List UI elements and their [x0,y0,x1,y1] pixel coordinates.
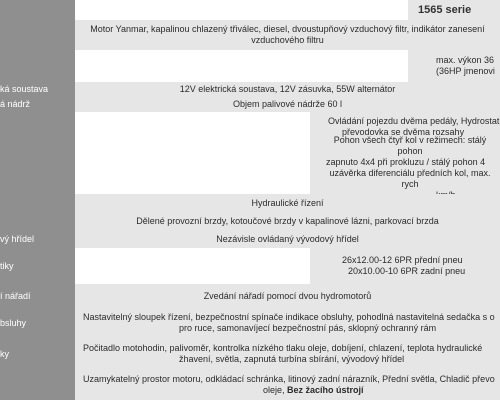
engine-text-line2: vzduchového filtru [251,35,324,45]
instruments-value [75,338,500,370]
equipment-label [0,370,75,400]
header-blank-cell [75,0,408,20]
power-blank-cell [75,50,408,82]
instruments-text-line1: Počitadlo motohodin, palivoměr, kontrolka nízkého tlaku oleje, dobíjení, chlazení, teplota hydraulické [83,343,483,353]
tank-row [0,96,500,113]
tires-value [310,248,500,284]
comfort-label: bsluhy [0,308,75,338]
equipment-text-line2-bold: Bez žacího ústrojí [287,385,364,395]
series-title: 1565 serie [418,3,472,16]
equipment-row [0,370,500,401]
steering-value: Hydraulické řízení [75,194,500,212]
tires-text-line1: 26x12.00-12 6PR přední pneu [342,255,463,265]
awd-text-line3: uzávěrka diferenciálu předních kol, max. rych [329,168,491,189]
comfort-row [0,308,500,339]
instruments-text-line2: žhavení, světla, zapnutá turbína sbírání, vývodový hřídel [179,354,405,364]
equipment-text-line1: Uzamykatelný prostor motoru, odkládací schránka, litinový zadní nárazník, Přední světla, Chladič převo [83,374,495,384]
drive-control-blank-cell [75,112,310,142]
tires-text-line2: 20x10.00-10 6PR zadní pneu [348,266,466,276]
pto-row [0,230,500,249]
implements-value: Zvedání nářadí pomocí dvou hydromotorů [75,284,500,308]
steering-label [0,194,75,212]
awd-text-line2: zapnuto 4x4 při prokluzu / stálý pohon 4 [326,157,486,167]
drive-control-text-line2: převodovka se dvěma rozsahy [342,127,465,137]
instruments-label: ky [0,338,75,370]
awd-row [0,135,500,195]
engine-text-line1: Motor Yanmar, kapalinou chlazený třiválec, diesel, dvoustupňový vzduchový filtr, indikátor zanesení [90,24,485,34]
awd-text-line1: Pohon všech čtyř kol v režimech: stálý pohon [333,135,487,156]
drive-control-text-line1: Ovládání pojezdu dvěma pedály, Hydrostat [328,116,500,126]
pto-label: vý hřídel [0,230,75,248]
electric-value: 12V elektrická soustava, 12V zásuvka, 55W alternátor [75,82,500,96]
steering-row [0,194,500,213]
awd-blank-cell [75,142,310,194]
drive-control-label [0,112,75,142]
electric-label: ká soustava [0,82,75,96]
equipment-value [75,370,500,400]
brakes-label [0,212,75,230]
header-label-cell [0,0,75,20]
equipment-text-line2-normal: oleje, [263,385,288,395]
header-series-cell [408,0,500,20]
instruments-row [0,338,500,371]
implements-row [0,284,500,309]
tires-label: tiky [0,248,75,284]
pto-value: Nezávisle ovládaný vývodový hřídel [75,230,500,248]
equipment-text-line2 [83,385,364,396]
tires-blank-cell [75,248,310,284]
engine-value [75,20,500,50]
power-text-line2: (36HP jmenovi [436,66,495,76]
awd-label [0,142,75,194]
brakes-value: Dělené provozní brzdy, kotoučové brzdy v kapalinové lázni, parkovací brzda [75,212,500,230]
tank-label: á nádrž [0,96,75,112]
tank-value: Objem palivové nádrže 60 l [75,96,500,112]
power-row [0,50,500,83]
electric-row [0,82,500,97]
comfort-text-line1: Nastavitelný sloupek řízení, bezpečnostní spínače indikace obsluhy, pohodlná nastavitelná sedačka s o [83,312,495,322]
comfort-text-line2: pro ruce, samonavíjecí bezpečnostní pás, sklopný ochranný rám [179,323,437,333]
brakes-row [0,212,500,231]
awd-value [310,135,500,194]
comfort-value [75,308,500,338]
power-label [0,50,75,82]
tires-row [0,248,500,285]
implements-label: í nářadí [0,284,75,308]
engine-row [0,20,500,51]
engine-label [0,20,75,50]
power-value [408,50,500,82]
header-row [0,0,500,21]
power-text-line1: max. výkon 36 [436,55,495,65]
